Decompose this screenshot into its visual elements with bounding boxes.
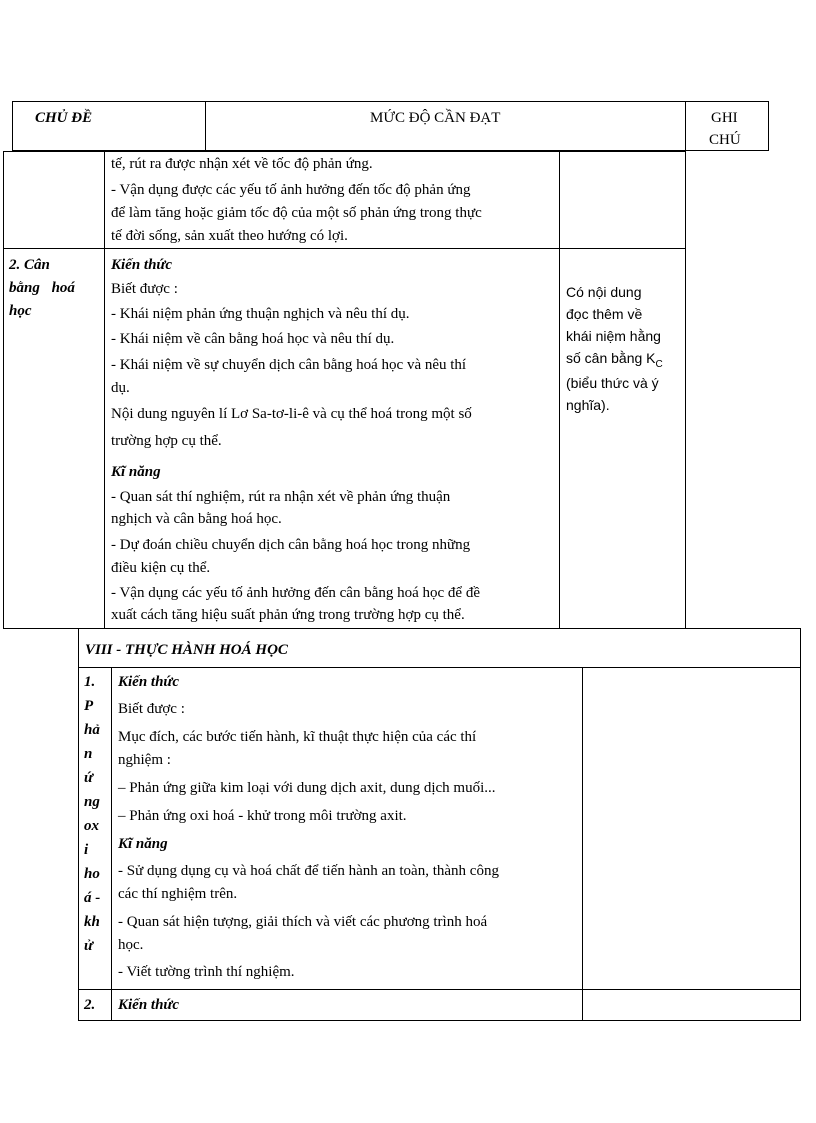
t1-knowledge-heading: Kiến thức	[111, 257, 173, 273]
t2-skills-line: - Sử dụng dụng cụ và hoá chất để tiến hành an toàn, thành công	[118, 863, 499, 879]
t2-topic2-heading: Kiến thức	[118, 997, 180, 1013]
t2-skills-line: học.	[118, 937, 144, 953]
t1-topic-line: 2. Cân	[9, 257, 50, 273]
t1-row1-line: tế đời sống, sản xuất theo hướng có lợi.	[111, 228, 348, 244]
t2-topic1-line: ox	[84, 818, 99, 834]
t2-skills-line: - Quan sát hiện tượng, giải thích và viết các phương trình hoá	[118, 914, 488, 930]
t2-knowledge-intro: Biết được :	[118, 701, 185, 717]
t1-knowledge-line: - Khái niệm về sự chuyển dịch cân bằng hoá học và nêu thí	[111, 357, 467, 373]
t2-topic1-line: ho	[84, 866, 100, 882]
t1-right-border	[685, 151, 686, 629]
t1-skills-line: điều kiện cụ thể.	[111, 560, 211, 576]
header-divider-1	[205, 101, 206, 151]
t1-knowledge-line: trường hợp cụ thể.	[111, 433, 222, 449]
t1-left-border	[3, 151, 4, 629]
t1-note-line: (biểu thức và ý	[566, 375, 659, 391]
t2-topic1-line: hả	[84, 722, 100, 738]
t2-topic1-line: ng	[84, 794, 100, 810]
t2-topic1-line: 1.	[84, 674, 96, 690]
t1-knowledge-line: Nội dung nguyên lí Lơ Sa-tơ-li-ê và cụ thể hoá trong một số	[111, 406, 472, 422]
t2-skills-line: - Viết tường trình thí nghiệm.	[118, 964, 295, 980]
t1-note-kc-subscript: C	[655, 358, 663, 370]
t2-topic1-line: i	[84, 842, 89, 858]
t1-knowledge-line: - Khái niệm về cân bằng hoá học và nêu thí dụ.	[111, 331, 395, 347]
t2-col-divider-2	[582, 667, 583, 1021]
t1-skills-heading: Kĩ năng	[111, 464, 161, 480]
t1-skills-line: - Vận dụng các yếu tố ảnh hưởng đến cân bằng hoá học để đề	[111, 585, 480, 601]
t1-note-line: đọc thêm về	[566, 306, 643, 322]
t2-row-divider	[78, 989, 800, 990]
t1-knowledge-line: - Khái niệm phản ứng thuận nghịch và nêu thí dụ.	[111, 306, 410, 322]
header-note-line2: CHÚ	[709, 132, 741, 148]
t2-bottom-border	[78, 1020, 800, 1021]
t2-skills-heading: Kĩ năng	[118, 836, 168, 852]
t1-topic-line: học	[9, 303, 32, 319]
t1-skills-line: - Dự đoán chiều chuyển dịch cân bằng hoá học trong những	[111, 537, 471, 553]
t1-col-divider-1	[104, 151, 105, 629]
t1-knowledge-intro: Biết được :	[111, 281, 178, 297]
t1-note-line: khái niệm hằng	[566, 328, 661, 344]
header-divider-2	[685, 101, 686, 151]
t1-row-divider	[3, 248, 685, 249]
t1-note-line: nghĩa).	[566, 397, 610, 413]
t2-knowledge-line: nghiệm :	[118, 752, 171, 768]
t2-topic1-line: ử	[84, 938, 93, 954]
t2-topic1-line: P	[84, 698, 94, 714]
t1-knowledge-line: dụ.	[111, 380, 130, 396]
t2-knowledge-line: – Phản ứng giữa kim loại với dung dịch axit, dung dịch muối...	[118, 780, 496, 796]
t2-left-border	[78, 628, 79, 1021]
t2-top-border	[78, 628, 800, 629]
t1-col-divider-2	[559, 151, 560, 629]
t2-col-divider-1	[111, 667, 112, 1021]
t2-right-border	[800, 628, 801, 1021]
t2-skills-line: các thí nghiệm trên.	[118, 886, 238, 902]
t2-topic2: 2.	[84, 997, 96, 1013]
t2-topic1-line: kh	[84, 914, 100, 930]
t2-topic1-line: ứ	[84, 770, 93, 786]
t1-skills-line: xuất cách tăng hiệu suất phản ứng trong trường hợp cụ thể.	[111, 607, 465, 623]
t2-title-divider	[78, 667, 800, 668]
t2-topic1-line: á -	[84, 890, 101, 906]
t2-knowledge-line: Mục đích, các bước tiến hành, kĩ thuật thực hiện của các thí	[118, 729, 477, 745]
t1-skills-line: nghịch và cân bằng hoá học.	[111, 511, 282, 527]
t2-topic1-line: n	[84, 746, 93, 762]
t1-row1-line: để làm tăng hoặc giảm tốc độ của một số phản ứng trong thực	[111, 205, 482, 221]
t1-skills-line: - Quan sát thí nghiệm, rút ra nhận xét về phản ứng thuận	[111, 489, 451, 505]
t2-section-title: VIII - THỰC HÀNH HOÁ HỌC	[85, 642, 288, 658]
t1-note-line: Có nội dung	[566, 284, 642, 300]
t2-knowledge-heading: Kiến thức	[118, 674, 180, 690]
t1-note-kc-text: số cân bằng K	[566, 350, 656, 366]
t1-row1-line: tế, rút ra được nhận xét về tốc độ phản ứng.	[111, 156, 373, 172]
header-level: MỨC ĐỘ CẦN ĐẠT	[370, 110, 501, 126]
t1-row1-line: - Vận dụng được các yếu tố ảnh hưởng đến tốc độ phản ứng	[111, 182, 471, 198]
t1-topic-line: bằng hoá	[9, 280, 75, 296]
header-topic: CHỦ ĐỀ	[35, 110, 93, 126]
t2-knowledge-line: – Phản ứng oxi hoá - khử trong môi trường axit.	[118, 808, 407, 824]
header-note-line1: GHI	[711, 110, 738, 126]
